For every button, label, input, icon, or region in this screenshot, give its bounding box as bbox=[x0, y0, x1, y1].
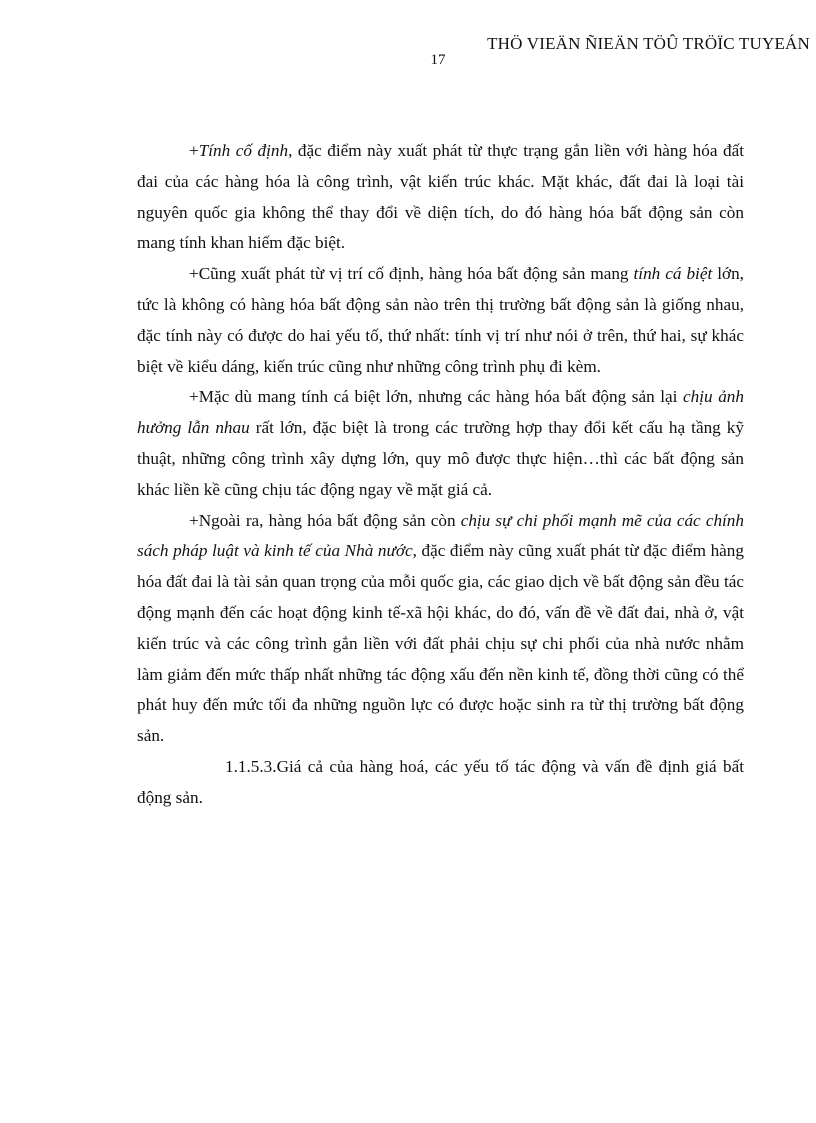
paragraph-text: , đặc điểm này xuất phát từ thực trạng gắn liền với hàng hóa đất đai của các hàng hóa là công trình, vật kiến trúc khác. Mặt khác, đất đai là loại tài nguyên quốc gia không thể thay đổi về diện tích, do đó hàng hóa bất động sản còn mang tính khan hiếm đặc biệt. bbox=[137, 141, 744, 253]
section-heading-1-1-5-3 bbox=[137, 752, 744, 814]
paragraph-state-regulation bbox=[137, 506, 744, 752]
paragraph-text: , đặc điểm này cũng xuất phát từ đặc điểm hàng hóa đất đai là tài sản quan trọng của mỗi quốc gia, các giao dịch về bất động sản đều tác động mạnh đến các hoạt động kinh tế-xã hội khác, do đó, vấn đề về đất đai, nhà ở, vật kiến trúc và các công trình gắn liền với đất phải chịu sự chi phối của nhà nước nhằm làm giảm đến mức thấp nhất những tác động xấu đến nền kinh tế, đồng thời cũng có thể phát huy đến mức tối đa những nguồn lực có được hoặc sinh ra từ thị trường bất động sản. bbox=[137, 541, 744, 746]
paragraph-lead: + bbox=[189, 141, 199, 160]
section-heading-text: 1.1.5.3.Giá cả của hàng hoá, các yếu tố tác động và vấn đề định giá bất động sản. bbox=[137, 756, 744, 807]
paragraph-text: +Ngoài ra, hàng hóa bất động sản còn bbox=[189, 510, 461, 530]
paragraph-text: rất lớn, đặc biệt là trong các trường hợp thay đổi kết cấu hạ tầng kỹ thuật, những công trình xây dựng lớn, quy mô được thực hiện…thì các bất động sản khác liền kề cũng chịu tác động ngay về mặt giá cả. bbox=[137, 418, 744, 499]
emphasis-term: chịu sự chi phối mạnh mẽ của các chính sách pháp luật và kinh tế của Nhà nước bbox=[137, 510, 744, 561]
header-banner: THÖ VIEÄN ÑIEÄN TÖÛ TRÖÏC TUYEÁN bbox=[487, 34, 810, 53]
emphasis-term: Tính cố định bbox=[198, 141, 289, 160]
paragraph-fixed-location bbox=[137, 136, 744, 259]
paragraph-mutual-influence bbox=[137, 382, 744, 505]
emphasis-term: chịu ảnh hưởng lẫn nhau bbox=[137, 387, 744, 438]
paragraph-text: lớn, tức là không có hàng hóa bất động sản nào trên thị trường bất động sản là giống nhau, đặc tính này có được do hai yếu tố, thứ nhất: tính vị trí như nói ở trên, thứ hai, sự khác biệt về kiểu dáng, kiến trúc cũng như những công trình phụ đi kèm. bbox=[137, 264, 744, 376]
page-number: 17 bbox=[430, 52, 446, 68]
paragraph-text: +Mặc dù mang tính cá biệt lớn, nhưng các hàng hóa bất động sản lại bbox=[189, 387, 684, 407]
paragraph-text: +Cũng xuất phát từ vị trí cố định, hàng hóa bất động sản mang bbox=[189, 264, 634, 284]
emphasis-term: tính cá biệt bbox=[633, 264, 713, 284]
paragraph-uniqueness bbox=[137, 259, 744, 382]
body-text bbox=[137, 136, 744, 814]
